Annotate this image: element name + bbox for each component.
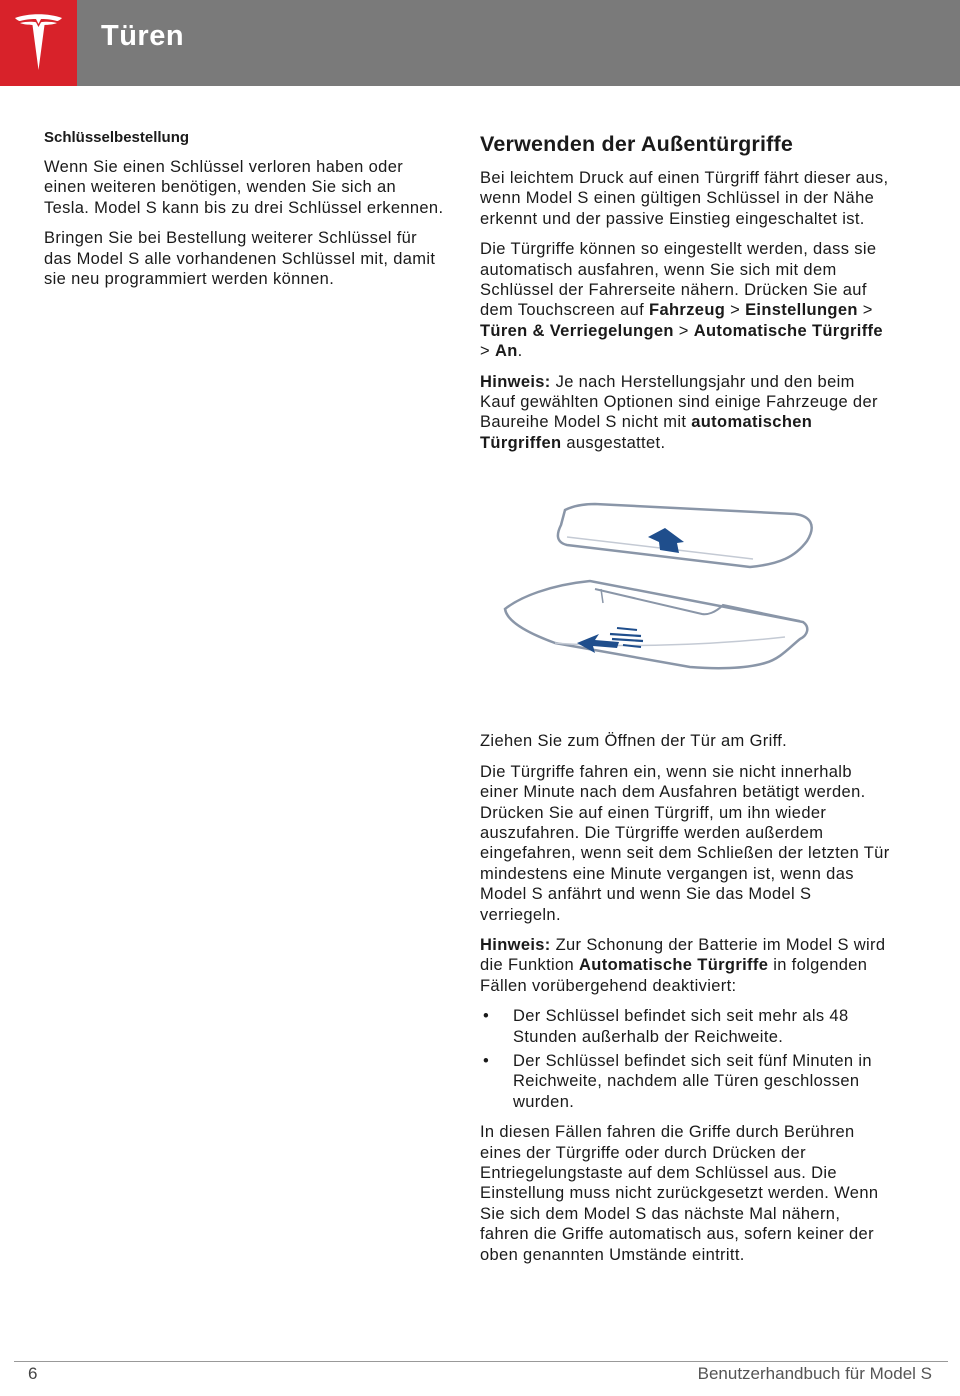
door-handle-icon bbox=[495, 497, 825, 693]
page-header bbox=[0, 0, 960, 86]
note-label: Hinweis: bbox=[480, 935, 551, 954]
paragraph: In diesen Fällen fahren die Griffe durch Berühren eines der Türgriffe oder durch Drücken der Entriegelungstaste auf dem Schlüssel aus. Die Einstellung muss nicht zurückgesetzt werden. Wenn Sie sich dem Model S das nächste Mal nähern, fahren die Griffe automatisch aus, sofern keiner der oben genannten Umstände eintritt. bbox=[480, 1123, 879, 1264]
list-item: • Der Schlüssel befindet sich seit fünf Minuten in Reichweite, nachdem alle Türen geschlossen wurden. bbox=[483, 1051, 872, 1111]
right-column bbox=[480, 130, 890, 1275]
tesla-logo-icon bbox=[14, 14, 63, 72]
menu-path-vehicle: Fahrzeug bbox=[649, 301, 726, 320]
section-subheading: Schlüsselbestellung bbox=[44, 129, 190, 146]
page-number: 6 bbox=[28, 1364, 38, 1383]
tesla-logo bbox=[0, 0, 77, 86]
footer-divider bbox=[14, 1361, 948, 1362]
paragraph: Bringen Sie bei Bestellung weiterer Schlüssel für das Model S alle vorhandenen Schlüssel mit, damit sie neu programmiert werden können. bbox=[44, 229, 436, 289]
list-item: • Der Schlüssel befindet sich seit mehr als 48 Stunden außerhalb der Reichweite. bbox=[483, 1007, 849, 1046]
door-handle-illustration bbox=[480, 497, 890, 693]
menu-path-on: An bbox=[494, 342, 518, 361]
bullet-icon: • bbox=[483, 1007, 490, 1026]
left-column bbox=[44, 128, 444, 299]
menu-path-doors-locks: Türen & Verriegelungen bbox=[480, 321, 674, 340]
section-heading: Verwenden der Außentürgriffe bbox=[480, 132, 794, 156]
settings-path-paragraph: Die Türgriffe können so eingestellt werden, dass sie automatisch ausfahren, wenn Sie sich mit dem Schlüssel der Fahrerseite nähern. Drücken Sie auf dem Touchscreen auf Fahrzeug > Einstellungen > Türen & Verriegelungen > Automatische Türgriffe > An. bbox=[480, 240, 883, 361]
bullet-icon: • bbox=[483, 1051, 490, 1070]
paragraph: Die Türgriffe fahren ein, wenn sie nicht innerhalb einer Minute nach dem Ausfahren betätigt werden. Drücken Sie auf einen Türgriff, um ihn wieder auszufahren. Die Türgriffe werden außerdem eingefahren, wenn seit dem Schließen der letzten Tür mindestens eine Minute vergangen ist, wenn das Model S anfährt und wenn Sie das Model S verriegeln. bbox=[480, 762, 890, 924]
paragraph: Ziehen Sie zum Öffnen der Tür am Griff. bbox=[480, 732, 788, 751]
page-title: Türen bbox=[101, 20, 185, 52]
paragraph: Wenn Sie einen Schlüssel verloren haben oder einen weiteren benötigen, wenden Sie sich an Tesla. Model S kann bis zu drei Schlüssel erkennen. bbox=[44, 158, 444, 217]
note-paragraph: Hinweis: Je nach Herstellungsjahr und den beim Kauf gewählten Optionen sind einige Fahrzeuge der Baureihe Model S nicht mit automatischen Türgriffen ausgestattet. bbox=[480, 372, 878, 452]
condition-list bbox=[480, 1006, 890, 1112]
menu-path-auto-handles: Automatische Türgriffe bbox=[693, 321, 883, 340]
note-paragraph: Hinweis: Zur Schonung der Batterie im Model S wird die Funktion Automatische Türgriffe in folgenden Fällen vorübergehend deaktiviert: bbox=[480, 935, 886, 995]
note-label: Hinweis: bbox=[480, 372, 551, 391]
menu-path-settings: Einstellungen bbox=[745, 301, 858, 320]
manual-title: Benutzerhandbuch für Model S bbox=[697, 1364, 932, 1383]
paragraph: Bei leichtem Druck auf einen Türgriff fährt dieser aus, wenn Model S einen gültigen Schlüssel in der Nähe erkennt und der passive Einstieg eingeschaltet ist. bbox=[480, 169, 889, 228]
